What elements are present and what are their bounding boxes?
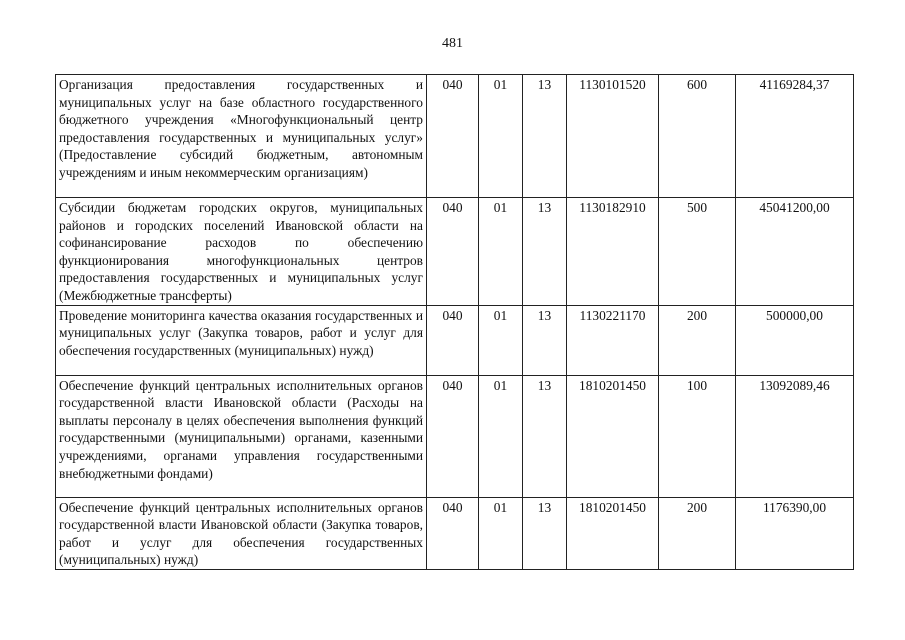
table-row xyxy=(56,75,854,198)
table-row xyxy=(56,305,854,375)
target-article-code: 1130221170 xyxy=(567,305,659,375)
subsection-code: 13 xyxy=(523,305,567,375)
ministry-code: 040 xyxy=(427,497,479,569)
amount: 45041200,00 xyxy=(736,198,854,306)
amount: 41169284,37 xyxy=(736,75,854,198)
table-row xyxy=(56,375,854,497)
target-article-code: 1130182910 xyxy=(567,198,659,306)
expense-type-code: 200 xyxy=(659,497,736,569)
subsection-code: 13 xyxy=(523,375,567,497)
subsection-code: 13 xyxy=(523,198,567,306)
expense-type-code: 200 xyxy=(659,305,736,375)
expense-type-code: 600 xyxy=(659,75,736,198)
row-description: Организация предоставления государственных и муниципальных услуг на базе областного государственного бюджетного учреждения «Многофункциональный центр предоставления государственных и муниципальных услуг» (Предоставление субсидий бюджетным, автономным учреждениям и иным некоммерческим организациям) xyxy=(56,75,427,198)
page-number: 481 xyxy=(442,36,463,51)
subsection-code: 13 xyxy=(523,75,567,198)
section-code: 01 xyxy=(479,375,523,497)
expense-type-code: 100 xyxy=(659,375,736,497)
amount: 13092089,46 xyxy=(736,375,854,497)
table-row xyxy=(56,198,854,306)
target-article-code: 1810201450 xyxy=(567,497,659,569)
subsection-code: 13 xyxy=(523,497,567,569)
section-code: 01 xyxy=(479,198,523,306)
ministry-code: 040 xyxy=(427,75,479,198)
target-article-code: 1810201450 xyxy=(567,375,659,497)
amount: 500000,00 xyxy=(736,305,854,375)
table-row xyxy=(56,497,854,569)
row-description: Проведение мониторинга качества оказания государственных и муниципальных услуг (Закупка товаров, работ и услуг для обеспечения государственных (муниципальных) нужд) xyxy=(56,305,427,375)
section-code: 01 xyxy=(479,305,523,375)
ministry-code: 040 xyxy=(427,375,479,497)
budget-table xyxy=(55,74,854,570)
section-code: 01 xyxy=(479,497,523,569)
expense-type-code: 500 xyxy=(659,198,736,306)
ministry-code: 040 xyxy=(427,198,479,306)
row-description: Обеспечение функций центральных исполнительных органов государственной власти Ивановской области (Закупка товаров, работ и услуг для обеспечения государственных (муниципальных) нужд) xyxy=(56,497,427,569)
ministry-code: 040 xyxy=(427,305,479,375)
target-article-code: 1130101520 xyxy=(567,75,659,198)
row-description: Обеспечение функций центральных исполнительных органов государственной власти Ивановской области (Расходы на выплаты персоналу в целях обеспечения выполнения функций государственными (муниципальными) органами, казенными учреждениями, органами управления государственными внебюджетными фондами) xyxy=(56,375,427,497)
section-code: 01 xyxy=(479,75,523,198)
row-description: Субсидии бюджетам городских округов, муниципальных районов и городских поселений Ивановской области на софинансирование расходов по обеспечению функционирования многофункциональных центров предоставления государственных и муниципальных услуг (Межбюджетные трансферты) xyxy=(56,198,427,306)
amount: 1176390,00 xyxy=(736,497,854,569)
